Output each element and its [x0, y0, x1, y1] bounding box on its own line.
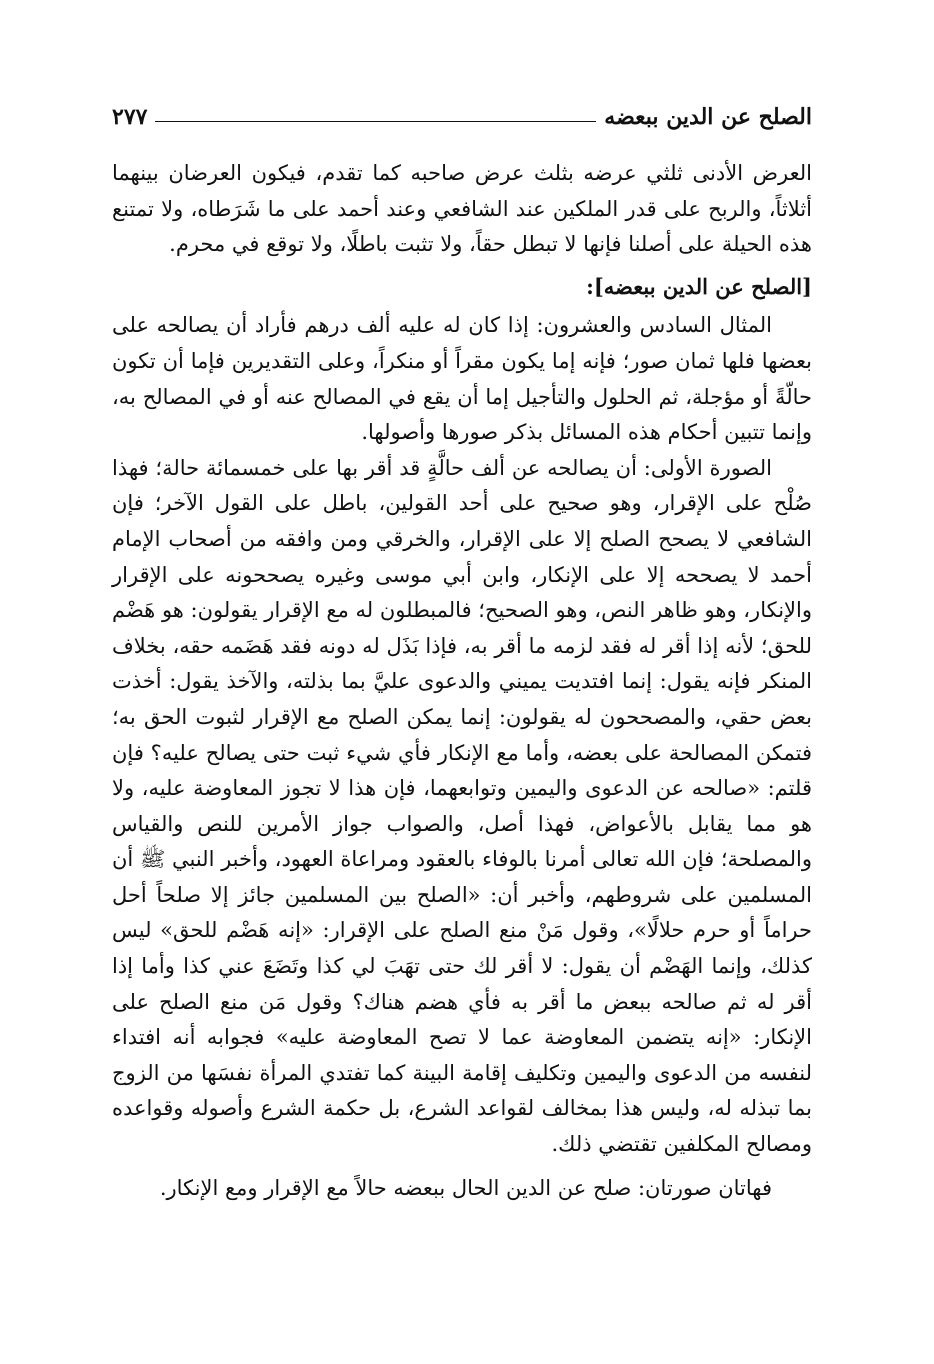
page-body	[112, 156, 812, 1206]
paragraph-continuation: العرض الأدنى ثلثي عرضه بثلث عرض صاحبه كما تقدم، فيكون العرضان بينهما أثلاثاً، والربح على قدر الملكين عند الشافعي وعند أحمد على ما شَرَطاه، ولا تمتنع هذه الحيلة على أصلنا فإنها لا تبطل حقاً، ولا تثبت باطلًا، ولا توقع في محرم.	[112, 161, 812, 257]
paragraph-example-26: المثال السادس والعشرون: إذا كان له عليه ألف درهم فأراد أن يصالحه على بعضها فلها ثمان صور؛ فإنه إما يكون مقراً أو منكراً، وعلى التقديرين فإما أن تكون حالّةً أو مؤجلة، ثم الحلول والتأجيل إما أن يقع في المصالح عنه أو في المصالح به، وإنما تتبين أحكام هذه المسائل بذكر صورها وأصولها.	[112, 313, 812, 445]
page-header	[112, 96, 812, 130]
header-rule	[155, 121, 596, 122]
running-title: الصلح عن الدين ببعضه	[604, 104, 812, 130]
paragraph-first-case: الصورة الأولى: أن يصالحه عن ألف حالَّةٍ قد أقر بها على خمسمائة حالة؛ فهذا صُلْح على الإقرار، وهو صحيح على أحد القولين، باطل على القول الآخر؛ فإن الشافعي لا يصحح الصلح إلا على الإقرار، والخرقي ومن وافقه من أصحاب الإمام أحمد لا يصححه إلا على الإنكار، وابن أبي موسى وغيره يصححونه على الإقرار والإنكار، وهو ظاهر النص، وهو الصحيح؛ فالمبطلون له مع الإقرار يقولون: هو هَضْم للحق؛ لأنه إذا أقر له فقد لزمه ما أقر به، فإذا بَذَل له دونه فقد هَضَمه حقه، بخلاف المنكر فإنه يقول: إنما افتديت يميني والدعوى عليَّ بما بذلته، والآخذ يقول: أخذت بعض حقي، والمصححون له يقولون: إنما يمكن الصلح مع الإقرار لثبوت الحق به؛ فتمكن المصالحة على بعضه، وأما مع الإنكار فأي شيء ثبت حتى يصالح عليه؟ فإن قلتم: «صالحه عن الدعوى واليمين وتوابعهما، فإن هذا لا تجوز المعاوضة عليه، ولا هو مما يقابل بالأعواض، فهذا أصل، والصواب جواز الأمرين للنص والقياس والمصلحة؛ فإن الله تعالى أمرنا بالوفاء بالعقود ومراعاة العهود، وأخبر النبي ﷺ أن المسلمين على شروطهم، وأخبر أن: «الصلح بين المسلمين جائز إلا صلحاً أحل حراماً أو حرم حلالًا»، وقول مَنْ منع الصلح على الإقرار: «إنه هَضْم للحق» ليس كذلك، وإنما الهَضْم أن يقول: لا أقر لك حتى تهَبَ لي كذا وتَضَعَ عني كذا وأما إذا أقر له ثم صالحه ببعض ما أقر به فأي هضم هناك؟ وقول مَن منع الصلح على الإنكار: «إنه يتضمن المعاوضة عما لا تصح المعاوضة عليه» فجوابه أنه افتداء لنفسه من الدعوى واليمين وتكليف إقامة البينة كما تفتدي المرأة نفسَها من الزوج بما تبذله له، وليس هذا بمخالف لقواعد الشرع، بل حكمة الشرع وأصوله وقواعده ومصالح المكلفين تقتضي ذلك.	[112, 455, 812, 1157]
section-heading: [الصلح عن الدين ببعضه]:	[586, 273, 812, 299]
paragraph-summary: فهاتان صورتان: صلح عن الدين الحال ببعضه حالاً مع الإقرار ومع الإنكار.	[159, 1175, 772, 1200]
page-number: ٢٧٧	[112, 104, 148, 130]
